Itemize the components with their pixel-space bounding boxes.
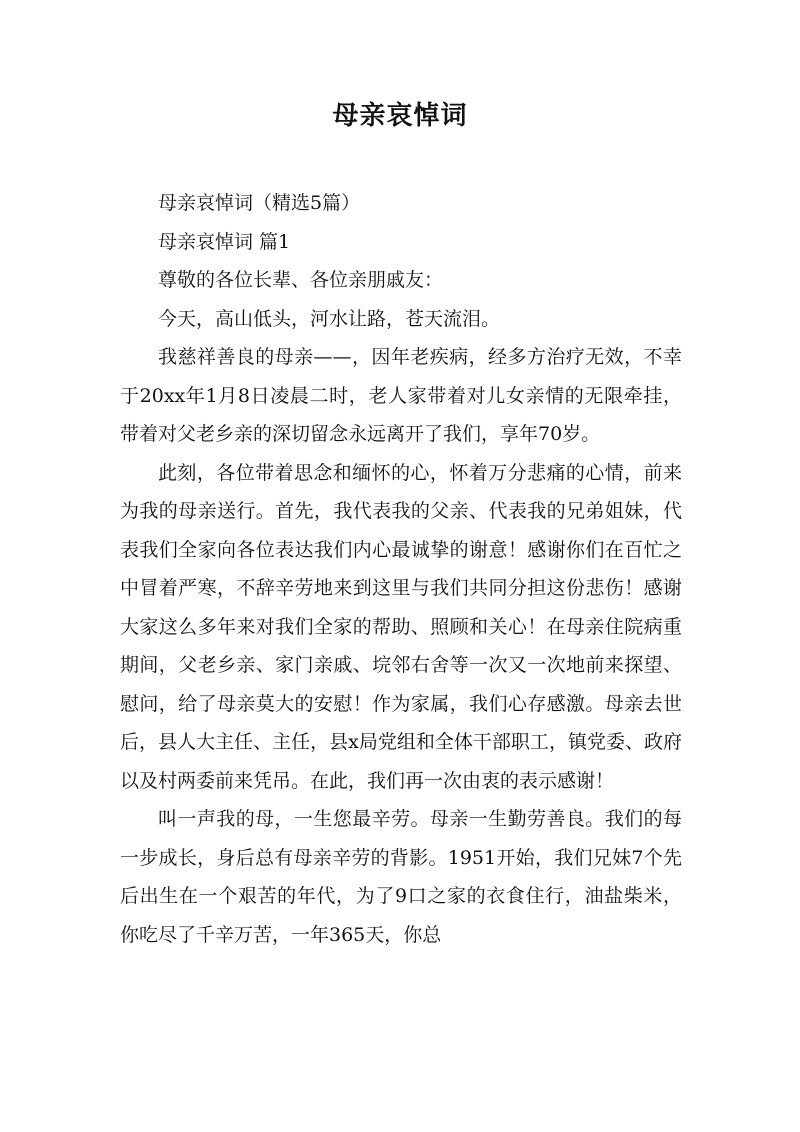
biography-paragraph: 我慈祥善良的母亲——，因年老疾病，经多方治疗无效，不幸于20xx年1月8日凌晨二时，老人家带着对儿女亲情的无限牵挂，带着对父老乡亲的深切留念永远离开了我们，享年70岁。 (120, 346, 682, 445)
salutation-paragraph: 尊敬的各位长辈、各位亲朋戚友： (158, 269, 444, 291)
gratitude-paragraph: 此刻，各位带着思念和缅怀的心，怀着万分悲痛的心情，前来为我的母亲送行。首先，我代表我的父亲、代表我的兄弟姐妹，代表我们全家向各位表达我们内心最诚挚的谢意！感谢你们在百忙之中冒着严寒，不辞辛劳地来到这里与我们共同分担这份悲伤！感谢大家这么多年来对我们全家的帮助、照顾和关心！在母亲住院病重期间，父老乡亲、家门亲戚、垸邻右舍等一次又一次地前来探望、慰问，给了母亲莫大的安慰！作为家属，我们心存感激。母亲去世后，县人大主任、主任，县x局党组和全体干部职工，镇党委、政府以及村两委前来凭吊。在此，我们再一次由衷的表示感谢！ (120, 461, 682, 792)
subtitle-paragraph: 母亲哀悼词（精选5篇） (158, 192, 361, 214)
opening-line-paragraph: 今天，高山低头，河水让路，苍天流泪。 (158, 307, 501, 330)
document-title: 母亲哀悼词 (332, 101, 468, 131)
section-heading-paragraph: 母亲哀悼词 篇1 (158, 230, 291, 253)
memory-paragraph: 叫一声我的母，一生您最辛劳。母亲一生勤劳善良。我们的每一步成长，身后总有母亲辛劳的背影。1951开始，我们兄妹7个先后出生在一个艰苦的年代，为了9口之家的衣食住行，油盐柴米，你吃尽了千辛万苦，一年365天，你总 (120, 808, 682, 946)
document-body (120, 184, 682, 954)
